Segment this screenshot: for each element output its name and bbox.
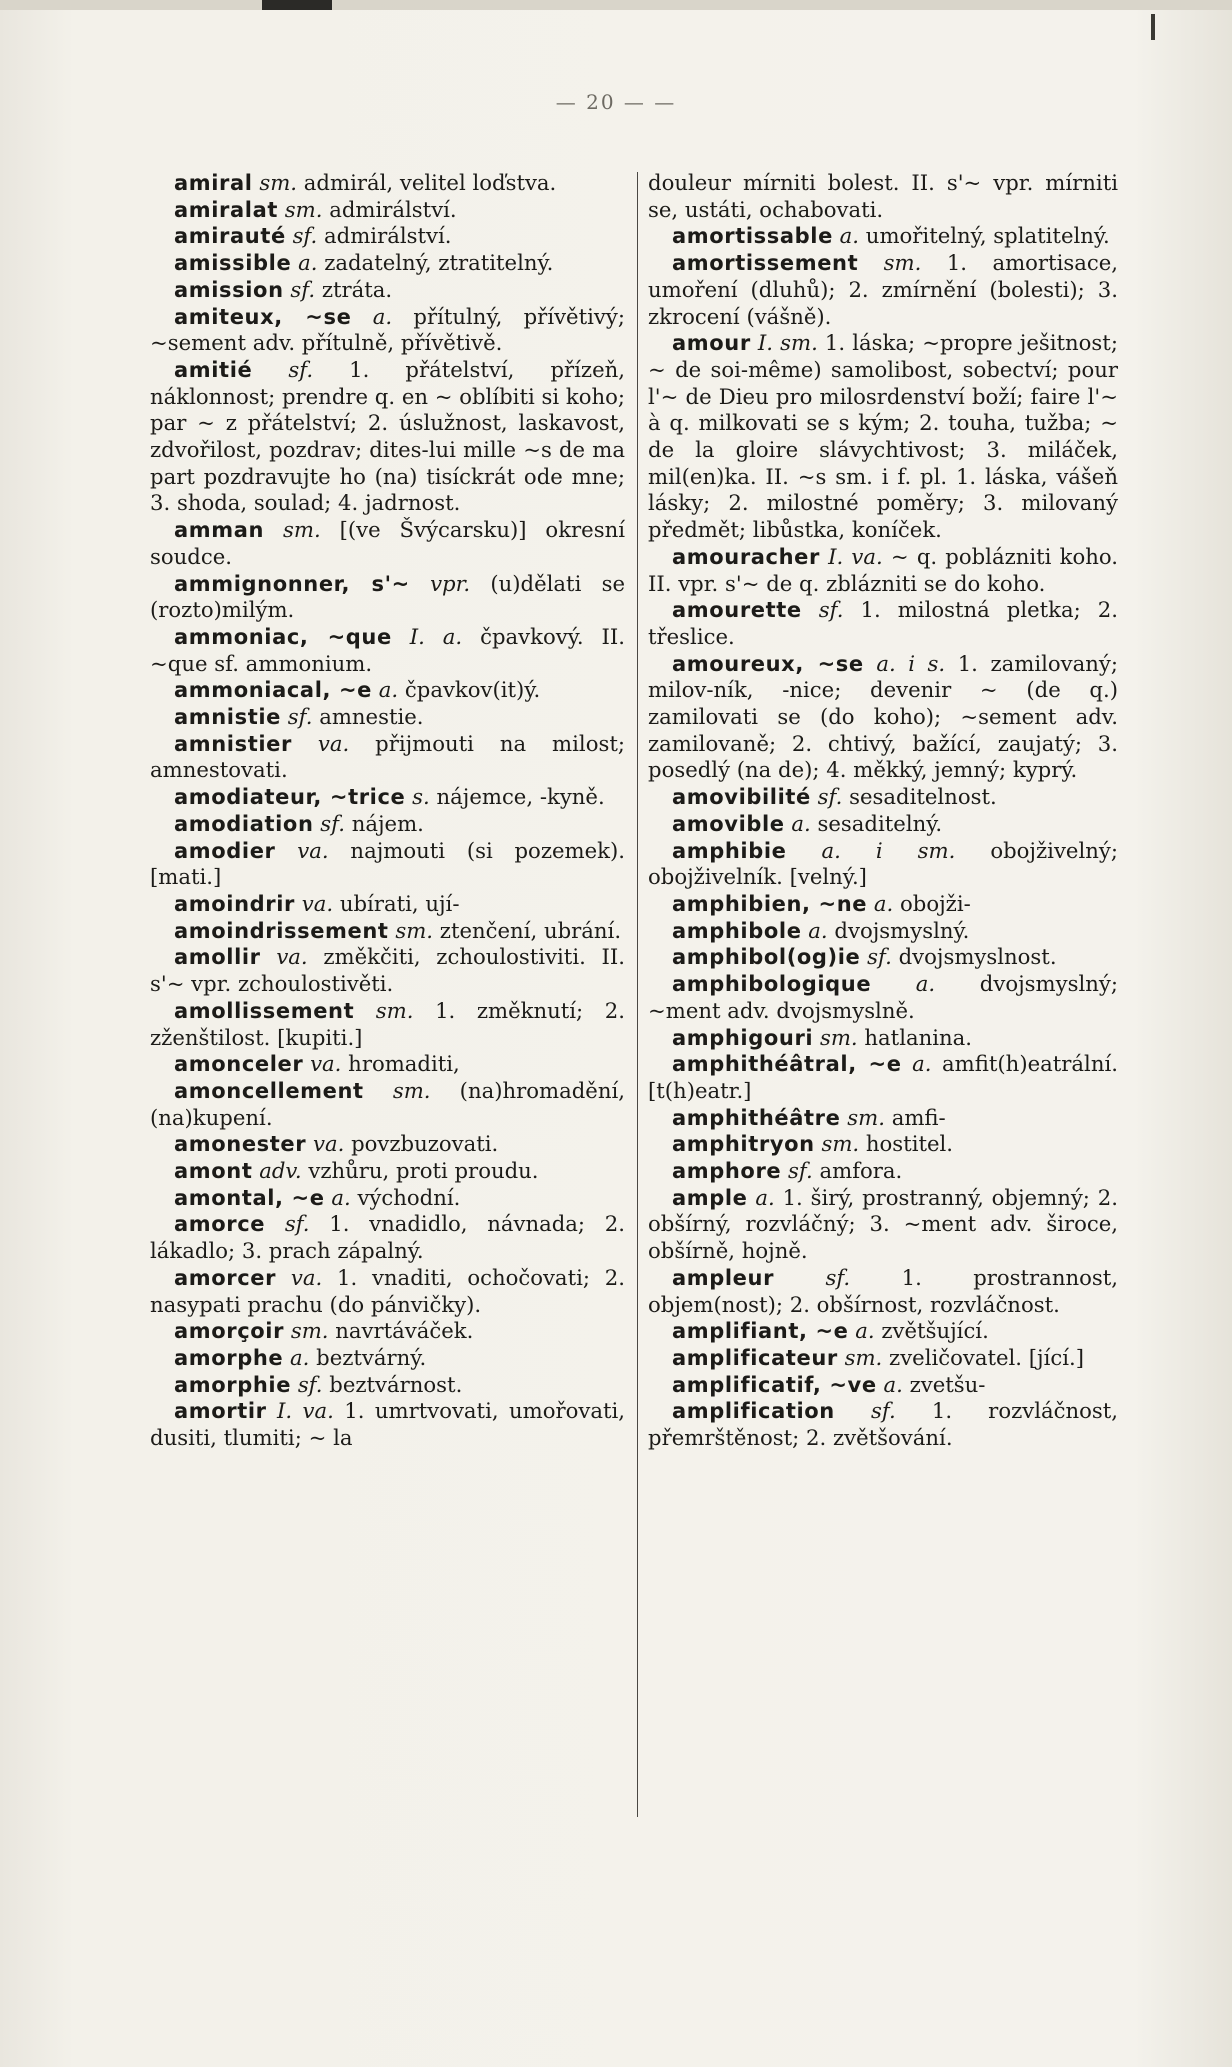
dictionary-entry <box>648 1318 1118 1345</box>
entry-definition: změkčiti, zchoulostiviti. II. s'~ vpr. zchoulostivěti. <box>150 944 625 997</box>
entry-definition: sesaditelný. <box>817 810 943 836</box>
entry-definition: 1. milostná pletka; 2. třeslice. <box>648 597 1118 649</box>
entry-definition: přijmouti na milost; amnestovati. <box>150 730 625 783</box>
entry-headword: amission <box>174 277 284 302</box>
entry-definition: zvětšující. <box>881 1318 989 1344</box>
entry-part-of-speech: sf. <box>818 597 844 623</box>
entry-headword: amphibie <box>672 838 787 863</box>
entry-headword: amphithéâtral, ~e <box>672 1052 902 1077</box>
entry-headword: amorphie <box>174 1372 292 1397</box>
entry-headword: ammignonner, s'~ <box>174 571 410 596</box>
entry-headword: amiteux, ~se <box>174 304 352 329</box>
right-column <box>648 170 1118 1452</box>
entry-part-of-speech: sm. <box>883 250 922 276</box>
column-divider <box>637 172 638 1817</box>
entry-definition: 1. rozvláčnost, přemrštěnost; 2. zvětšování. <box>648 1398 1118 1451</box>
dictionary-entry <box>648 651 1118 785</box>
entry-definition: zvetšu- <box>909 1371 986 1397</box>
entry-part-of-speech: sf. <box>825 1264 851 1290</box>
page-number-dash-left: — <box>555 90 587 114</box>
entry-headword: amonester <box>174 1132 307 1157</box>
entry-part-of-speech: I. va. <box>277 1398 334 1424</box>
entry-headword: amphore <box>672 1159 782 1184</box>
entry-definition: nájem. <box>351 810 424 836</box>
dictionary-entry <box>150 784 625 811</box>
entry-definition: přítulný, přívětivý; ~sement adv. přítulně, přívětivě. <box>150 303 625 356</box>
entry-part-of-speech: a. <box>855 1318 875 1344</box>
entry-definition: (u)dělati se (rozto)milým. <box>150 570 625 623</box>
dictionary-entry <box>150 170 625 197</box>
dictionary-entry <box>150 1398 625 1451</box>
entry-headword: amontal, ~e <box>174 1185 325 1210</box>
entry-part-of-speech: sm. <box>259 170 298 195</box>
entry-headword: amortissement <box>672 251 859 276</box>
entry-definition: ~ q. poblázniti koho. II. vpr. s'~ de q. zblázniti se do koho. <box>648 543 1118 596</box>
entry-headword: amorçoir <box>174 1319 285 1344</box>
entry-part-of-speech: va. <box>290 1264 323 1290</box>
entry-headword: amollissement <box>174 998 355 1023</box>
dictionary-entry <box>150 223 625 250</box>
dictionary-entry <box>150 304 625 357</box>
entry-headword: amplification <box>672 1399 835 1424</box>
entry-part-of-speech: va. <box>312 1131 345 1157</box>
entry-definition: 1. umrtvovati, umořovati, dusiti, tlumiti; ~ la <box>150 1398 625 1451</box>
entry-headword: amoindrissement <box>174 918 389 943</box>
entry-part-of-speech: s. <box>412 784 430 810</box>
dictionary-entry <box>648 1131 1118 1158</box>
dictionary-entry <box>150 944 625 997</box>
entry-definition: najmouti (si pozemek). [mati.] <box>150 837 625 890</box>
entry-headword: amman <box>174 518 265 543</box>
dictionary-entry <box>648 1051 1118 1104</box>
dictionary-entry <box>648 1185 1118 1265</box>
entry-definition: (na)hromadění, (na)kupení. <box>150 1077 625 1130</box>
entry-headword: amphithéâtre <box>672 1105 841 1130</box>
dictionary-entry <box>648 330 1118 544</box>
entry-headword: amour <box>672 331 751 356</box>
entry-part-of-speech: I. sm. <box>757 330 818 356</box>
entry-part-of-speech: sf. <box>290 276 316 302</box>
entry-definition: nájemce, -kyně. <box>436 784 605 810</box>
entry-headword: ample <box>672 1185 748 1210</box>
entry-headword: amplificatif, ~ve <box>672 1372 877 1397</box>
dictionary-entry <box>150 998 625 1051</box>
entry-definition: 1. zamilovaný; milov-ník, -nice; devenir ~ (de q.) zamilovati se (do koho); ~sement adv. zamilovaně; 2. chtivý, bažící, zaujatý; 3. posedlý (na de); 4. měkký, jemný; kyprý. <box>648 650 1118 783</box>
entry-part-of-speech: sm. <box>819 1024 858 1050</box>
entry-definition: 1. láska; ~propre ješitnost; ~ de soi-même) samolibost, sobectví; pour l'~ de Dieu pro milosrdenství boží; faire l'~ à q. milkovati se s kým; 2. touha, tužba; ~ de la gloire slávychtivost; 3. miláček, mil(en)ka. II. ~s sm. i f. pl. 1. láska, vášeň lásky; 2. milostné poměry; 3. milovaný předmět; libůstka, koníček. <box>648 330 1118 543</box>
entry-headword: amphibologique <box>672 972 872 997</box>
entry-part-of-speech: va. <box>310 1051 342 1077</box>
entry-part-of-speech: sf. <box>287 704 313 730</box>
entry-part-of-speech: sf. <box>320 810 345 836</box>
entry-headword: amorphe <box>174 1345 284 1370</box>
dictionary-entry <box>648 1105 1118 1132</box>
entry-definition: 1. vnadidlo, návnada; 2. lákadlo; 3. prach zápalný. <box>150 1211 625 1264</box>
entry-part-of-speech: a. <box>290 1344 310 1370</box>
entry-part-of-speech: a. <box>372 303 393 329</box>
entry-headword: amonceler <box>174 1052 304 1077</box>
entry-part-of-speech: sm. <box>282 517 321 543</box>
dictionary-entry <box>150 1185 625 1212</box>
dictionary-entry <box>150 704 625 731</box>
entry-definition: 1. prostrannost, objem(nost); 2. obšírnost, rozvláčnost. <box>648 1264 1118 1317</box>
dictionary-entry <box>150 918 625 945</box>
top-scan-mark <box>262 0 332 10</box>
dictionary-entry <box>150 731 625 784</box>
entry-headword: amovible <box>672 811 785 836</box>
entry-part-of-speech: sm. <box>395 917 434 943</box>
entry-part-of-speech: a. <box>331 1184 351 1210</box>
dictionary-entry <box>150 571 625 624</box>
entry-definition: dvojsmyslný. <box>834 917 970 943</box>
entry-headword: amorce <box>174 1212 266 1237</box>
entry-definition: admirál, velitel loďstva. <box>303 170 557 195</box>
entry-part-of-speech: va. <box>317 730 350 756</box>
entry-definition: hostitel. <box>865 1131 954 1157</box>
dictionary-entry <box>150 677 625 704</box>
dictionary-entry <box>150 1051 625 1078</box>
dictionary-entry <box>648 170 1118 223</box>
entry-headword: amoureux, ~se <box>672 651 864 676</box>
entry-headword: amorcer <box>174 1265 277 1290</box>
entry-headword: amodiateur, ~trice <box>174 785 406 810</box>
dictionary-entry <box>150 1345 625 1372</box>
entry-definition: 1. vnaditi, ochočovati; 2. nasypati prachu (do pánvičky). <box>150 1264 625 1317</box>
entry-headword: amoindrir <box>174 891 295 916</box>
dictionary-entry <box>150 517 625 570</box>
entry-headword: amont <box>174 1159 253 1184</box>
entry-part-of-speech: a. <box>791 810 811 836</box>
entry-part-of-speech: a. <box>378 677 399 703</box>
entry-definition: povzbuzovati. <box>351 1131 499 1157</box>
entry-part-of-speech: a. <box>912 1051 932 1077</box>
entry-definition: čpavkov(it)ý. <box>404 677 541 703</box>
entry-definition: beztvárnost. <box>329 1371 463 1397</box>
entry-part-of-speech: sf. <box>288 356 314 382</box>
dictionary-entry <box>648 784 1118 811</box>
dictionary-entry <box>648 1345 1118 1372</box>
dictionary-entry <box>150 1265 625 1318</box>
entry-definition: zveličovatel. [jící.] <box>889 1344 1085 1370</box>
dictionary-entry <box>150 1372 625 1399</box>
entry-part-of-speech: a. i s. <box>876 650 946 676</box>
entry-part-of-speech: a. <box>873 890 894 916</box>
entry-headword: amiral <box>174 171 253 195</box>
dictionary-entry <box>150 277 625 304</box>
dictionary-entry <box>648 1398 1118 1451</box>
entry-definition: dvojsmyslný; ~ment adv. dvojsmyslně. <box>648 971 1118 1023</box>
dictionary-entry <box>150 811 625 838</box>
dictionary-entry <box>648 1158 1118 1185</box>
entry-headword: amphibol(og)ie <box>672 945 861 970</box>
entry-definition: 1. změknutí; 2. zženštilost. [kupiti.] <box>150 997 625 1050</box>
page-number <box>0 90 1232 114</box>
dictionary-entry <box>648 811 1118 838</box>
entry-headword: amplifiant, ~e <box>672 1319 849 1344</box>
entry-headword: amplificateur <box>672 1345 838 1370</box>
entry-part-of-speech: sm. <box>847 1104 885 1130</box>
dictionary-entry <box>150 1158 625 1185</box>
entry-headword: amortissable <box>672 224 833 249</box>
entry-part-of-speech: va. <box>297 837 329 863</box>
top-edge <box>0 0 1232 10</box>
entry-part-of-speech: adv. <box>259 1158 302 1184</box>
entry-part-of-speech: a. <box>915 971 936 997</box>
entry-headword: amovibilité <box>672 785 811 810</box>
entry-part-of-speech: a. <box>883 1371 903 1397</box>
entry-part-of-speech: a. <box>755 1184 775 1210</box>
page-number-value: 20 <box>586 90 616 114</box>
dictionary-entry <box>648 1025 1118 1052</box>
entry-definition: amfit(h)eatrální. [t(h)eatr.] <box>648 1051 1118 1103</box>
entry-headword: amphibien, ~ne <box>672 891 868 916</box>
entry-part-of-speech: I. va. <box>828 543 883 569</box>
entry-definition: amfora. <box>819 1158 903 1184</box>
entry-definition: zadatelný, ztratitelný. <box>324 250 554 276</box>
corner-scan-mark <box>1151 14 1155 40</box>
dictionary-entry <box>150 197 625 224</box>
entry-definition: ztenčení, ubrání. <box>439 917 622 943</box>
entry-part-of-speech: a. i sm. <box>821 837 956 863</box>
entry-part-of-speech: va. <box>301 890 334 916</box>
entry-headword: amiralat <box>174 197 278 222</box>
entry-part-of-speech: sm. <box>392 1077 431 1103</box>
dictionary-entry <box>150 357 625 517</box>
entry-part-of-speech: sf. <box>867 944 892 970</box>
entry-headword: ammoniac, ~que <box>174 624 392 649</box>
entry-part-of-speech: sf. <box>817 784 843 810</box>
entry-headword: amodiation <box>174 811 314 836</box>
entry-definition: 1. amortisace, umoření (dluhů); 2. zmírnění (bolesti); 3. zkrocení (vášně). <box>648 250 1118 329</box>
entry-headword: amortir <box>174 1399 267 1424</box>
entry-headword: ammoniacal, ~e <box>174 678 373 703</box>
entry-headword: amphibole <box>672 918 802 943</box>
entry-definition: vzhůru, proti proudu. <box>308 1158 539 1184</box>
entry-part-of-speech: sm. <box>290 1318 329 1344</box>
dictionary-entry <box>648 223 1118 250</box>
entry-headword: amourette <box>672 598 802 623</box>
dictionary-entry <box>150 1318 625 1345</box>
entry-definition: amfi- <box>891 1104 946 1130</box>
entry-definition: obojži- <box>900 890 971 916</box>
dictionary-entry <box>648 1372 1118 1399</box>
entry-definition: admirálství. <box>324 223 452 249</box>
dictionary-entry <box>150 1211 625 1264</box>
dictionary-entry <box>150 250 625 277</box>
entry-headword: amollir <box>174 945 261 970</box>
entry-part-of-speech: va. <box>276 944 308 970</box>
entry-definition: čpavkový. II. ~que sf. ammonium. <box>150 623 625 676</box>
entry-part-of-speech: sf. <box>284 1211 310 1237</box>
entry-headword: ampleur <box>672 1265 775 1290</box>
entry-part-of-speech: a. <box>808 917 828 943</box>
entry-headword: amissible <box>174 251 292 276</box>
dictionary-entry <box>648 838 1118 891</box>
entry-definition: admirálství. <box>329 196 457 222</box>
entry-definition: amnestie. <box>319 704 424 730</box>
dictionary-entry <box>648 944 1118 971</box>
entry-definition: obojživelný; obojživelník. [velný.] <box>648 837 1118 890</box>
entry-headword: amouracher <box>672 544 820 569</box>
entry-headword: amnistie <box>174 705 281 730</box>
entry-headword: amodier <box>174 838 276 863</box>
dictionary-entry <box>648 918 1118 945</box>
entry-definition: beztvárný. <box>316 1344 427 1370</box>
dictionary-entry <box>648 971 1118 1024</box>
entry-definition: ztráta. <box>321 276 393 302</box>
entry-definition: hatlanina. <box>864 1024 973 1050</box>
dictionary-entry <box>648 1265 1118 1318</box>
dictionary-entry <box>648 250 1118 330</box>
dictionary-entry <box>150 838 625 891</box>
entry-headword: amoncellement <box>174 1078 364 1103</box>
dictionary-entry <box>150 1131 625 1158</box>
dictionary-entry <box>648 891 1118 918</box>
left-column <box>150 170 625 1452</box>
entry-definition: 1. přátelství, přízeň, náklonnost; prendre q. en ~ oblíbiti si koho; par ~ z přátelství; 2. úslužnost, laskavost, zdvořilost, pozdrav; dites-lui mille ~s de ma part pozdravujte ho (na) tisíckrát ode mne; 3. shoda, soulad; 4. jadrnost. <box>150 356 625 516</box>
entry-part-of-speech: I. a. <box>409 623 463 649</box>
entry-definition: umořitelný, splatitelný. <box>865 223 1110 249</box>
dictionary-entry <box>648 544 1118 597</box>
entry-headword: amitié <box>174 357 253 382</box>
dictionary-entry <box>150 624 625 677</box>
entry-definition: navrtáváček. <box>335 1318 474 1344</box>
dictionary-entry <box>648 597 1118 650</box>
entry-headword: amphitryon <box>672 1132 815 1157</box>
entry-part-of-speech: sf. <box>788 1158 813 1184</box>
entry-definition: ubírati, ují- <box>339 890 460 916</box>
entry-part-of-speech: vpr. <box>430 570 471 596</box>
entry-part-of-speech: sf. <box>297 1371 323 1397</box>
entry-definition: douleur mírniti bolest. II. s'~ vpr. mírniti se, ustáti, ochabovati. <box>648 170 1118 222</box>
entry-definition: hromaditi, <box>348 1051 460 1077</box>
entry-part-of-speech: sm. <box>821 1131 860 1157</box>
entry-headword: amphigouri <box>672 1025 814 1050</box>
entry-definition: [(ve Švýcarsku)] okresní soudce. <box>150 517 625 569</box>
entry-definition: sesaditelnost. <box>849 784 997 810</box>
entry-headword: amirauté <box>174 224 286 249</box>
dictionary-entry <box>150 1078 625 1131</box>
entry-part-of-speech: sf. <box>292 223 318 249</box>
entry-definition: dvojsmyslnost. <box>898 944 1057 970</box>
entry-part-of-speech: sm. <box>284 196 323 222</box>
entry-definition: východní. <box>357 1184 461 1210</box>
entry-part-of-speech: sm. <box>844 1344 883 1370</box>
page-number-dash-right: — — <box>615 90 677 114</box>
entry-definition: 1. širý, prostranný, objemný; 2. obšírný, rozvláčný; 3. ~ment adv. široce, obšírně, hojně. <box>648 1184 1118 1264</box>
entry-part-of-speech: sf. <box>871 1398 896 1424</box>
entry-headword: amnistier <box>174 731 292 756</box>
entry-part-of-speech: a. <box>839 223 860 249</box>
dictionary-entry <box>150 891 625 918</box>
entry-part-of-speech: sm. <box>375 997 414 1023</box>
entry-part-of-speech: a. <box>298 250 318 276</box>
